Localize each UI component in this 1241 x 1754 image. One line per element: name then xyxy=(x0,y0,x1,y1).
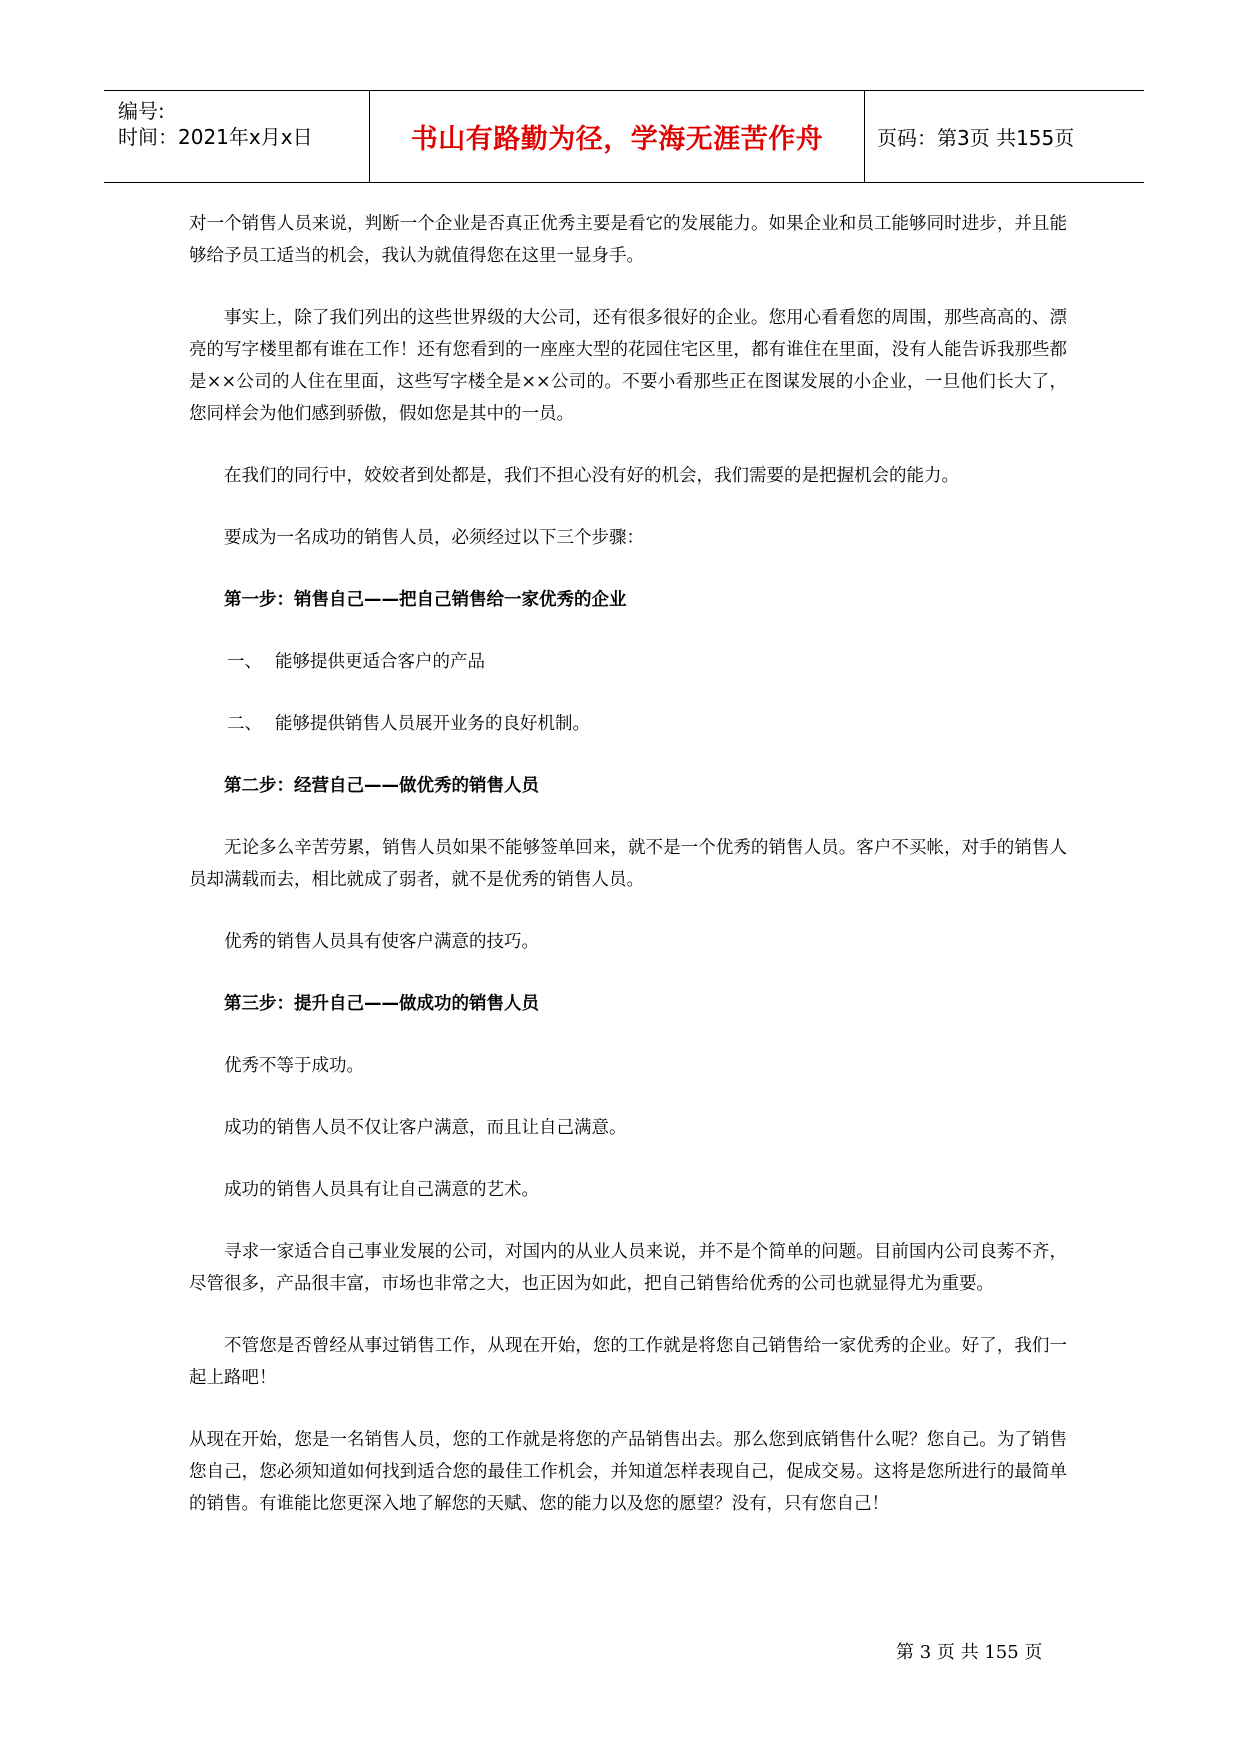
list-item xyxy=(189,708,1067,740)
header-motto-cell xyxy=(370,91,865,182)
paragraph: 要成为一名成功的销售人员，必须经过以下三个步骤： xyxy=(224,528,644,548)
page-footer: 第 3 页 共 155 页 xyxy=(896,1642,1043,1663)
document-body xyxy=(189,208,1067,1550)
header-meta-cell xyxy=(104,91,370,182)
document-time-label: 时间：2021年x月x日 xyxy=(118,125,313,149)
list-item-text: 能够提供更适合客户的产品 xyxy=(275,652,485,672)
list-number: 一、 xyxy=(227,652,262,672)
paragraph: 优秀的销售人员具有使客户满意的技巧。 xyxy=(224,932,539,952)
paragraph: 在我们的同行中，姣姣者到处都是，我们不担心没有好的机会，我们需要的是把握机会的能力。 xyxy=(224,466,959,486)
list-item xyxy=(189,646,1067,678)
paragraph: 从现在开始，您是一名销售人员，您的工作就是将您的产品销售出去。那么您到底销售什么呢？您自己。为了销售您自己，您必须知道如何找到适合您的最佳工作机会，并知道怎样表现自己，促成交易。这将是您所进行的最简单的销售。有谁能比您更深入地了解您的天赋、您的能力以及您的愿望？没有，只有您自己！ xyxy=(189,1430,1067,1514)
paragraph: 成功的销售人员不仅让客户满意，而且让自己满意。 xyxy=(224,1118,627,1138)
paragraph: 不管您是否曾经从事过销售工作，从现在开始，您的工作就是将您自己销售给一家优秀的企业。好了，我们一起上路吧！ xyxy=(189,1336,1067,1388)
header-motto: 书山有路勤为径，学海无涯苦作舟 xyxy=(410,124,824,155)
document-number-label: 编号: xyxy=(118,99,165,123)
page-header xyxy=(104,90,1144,183)
paragraph: 事实上，除了我们列出的这些世界级的大公司，还有很多很好的企业。您用心看看您的周围，那些高高的、漂亮的写字楼里都有谁在工作！还有您看到的一座座大型的花园住宅区里，都有谁住在里面，没有人能告诉我那些都是××公司的人住在里面，这些写字楼全是××公司的。不要小看那些正在图谋发展的小企业，一旦他们长大了，您同样会为他们感到骄傲，假如您是其中的一员。 xyxy=(189,308,1067,424)
header-page-info: 页码：第3页 共155页 xyxy=(877,126,1075,150)
paragraph: 寻求一家适合自己事业发展的公司，对国内的从业人员来说，并不是个简单的问题。目前国内公司良莠不齐，尽管很多，产品很丰富，市场也非常之大，也正因为如此，把自己销售给优秀的公司也就显得尤为重要。 xyxy=(189,1242,1067,1294)
section-heading-step-1: 第一步：销售自己——把自己销售给一家优秀的企业 xyxy=(224,590,627,610)
header-page-cell xyxy=(865,91,1144,182)
paragraph: 对一个销售人员来说，判断一个企业是否真正优秀主要是看它的发展能力。如果企业和员工能够同时进步，并且能够给予员工适当的机会，我认为就值得您在这里一显身手。 xyxy=(189,214,1067,266)
paragraph: 优秀不等于成功。 xyxy=(224,1056,364,1076)
paragraph: 无论多么辛苦劳累，销售人员如果不能够签单回来，就不是一个优秀的销售人员。客户不买帐，对手的销售人员却满载而去，相比就成了弱者，就不是优秀的销售人员。 xyxy=(189,838,1067,890)
paragraph: 成功的销售人员具有让自己满意的艺术。 xyxy=(224,1180,539,1200)
list-number: 二、 xyxy=(227,714,262,734)
list-item-text: 能够提供销售人员展开业务的良好机制。 xyxy=(275,714,590,734)
section-heading-step-2: 第二步：经营自己——做优秀的销售人员 xyxy=(224,776,539,796)
section-heading-step-3: 第三步：提升自己——做成功的销售人员 xyxy=(224,994,539,1014)
